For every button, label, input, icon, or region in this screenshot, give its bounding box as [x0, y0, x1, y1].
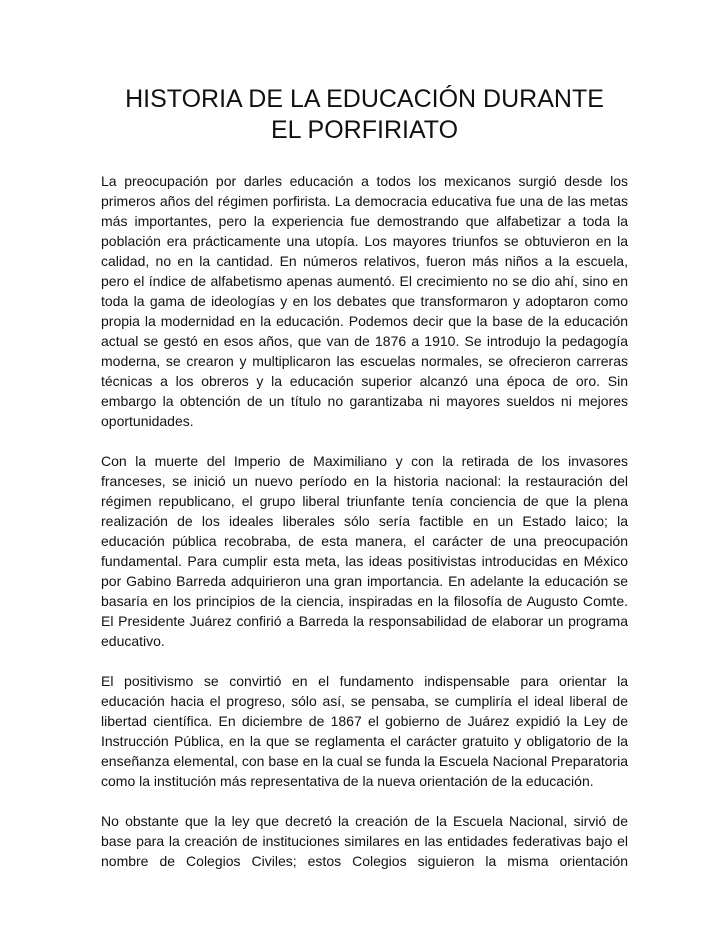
document-title	[101, 84, 628, 146]
paragraph-4: No obstante que la ley que decretó la creación de la Escuela Nacional, sirvió de base para la creación de instituciones similares en las entidades federativas bajo el nombre de Colegios Civiles; estos Colegios siguieron la misma orientación	[101, 813, 628, 869]
title-line-1: HISTORIA DE LA EDUCACIÓN DURANTE	[125, 85, 604, 113]
paragraph-2: Con la muerte del Imperio de Maximiliano y con la retirada de los invasores franceses, se inició un nuevo período en la historia nacional: la restauración del régimen republicano, el grupo liberal triunfante tenía conciencia de que la plena realización de los ideales liberales sólo sería factible en un Estado laico; la educación pública recobraba, de esta manera, el carácter de una preocupación fundamental. Para cumplir esta meta, las ideas positivistas introducidas en México por Gabino Barreda adquirieron una gran importancia. En adelante la educación se basaría en los principios de la ciencia, inspiradas en la filosofía de Augusto Comte. El Presidente Juárez confirió a Barreda la responsabilidad de elaborar un programa educativo.	[101, 453, 628, 649]
document-page	[101, 84, 628, 871]
paragraph-1: La preocupación por darles educación a todos los mexicanos surgió desde los primeros años del régimen porfirista. La democracia educativa fue una de las metas más importantes, pero la experiencia fue demostrando que alfabetizar a toda la población era prácticamente una utopía. Los mayores triunfos se obtuvieron en la calidad, no en la cantidad. En números relativos, fueron más niños a la escuela, pero el índice de alfabetismo apenas aumentó. El crecimiento no se dio ahí, sino en toda la gama de ideologías y en los debates que transformaron y adoptaron como propia la modernidad en la educación. Podemos decir que la base de la educación actual se gestó en esos años, que van de 1876 a 1910. Se introdujo la pedagogía moderna, se crearon y multiplicaron las escuelas normales, se ofrecieron carreras técnicas a los obreros y la educación superior alcanzó una época de oro. Sin embargo la obtención de un título no garantizaba ni mayores sueldos ni mejores oportunidades.	[101, 173, 628, 429]
title-line-2: EL PORFIRIATO	[270, 116, 459, 144]
paragraph-3: El positivismo se convirtió en el fundamento indispensable para orientar la educación hacia el progreso, sólo así, se pensaba, se cumpliría el ideal liberal de libertad científica. En diciembre de 1867 el gobierno de Juárez expidió la Ley de Instrucción Pública, en la que se reglamenta el carácter gratuito y obligatorio de la enseñanza elemental, con base en la cual se funda la Escuela Nacional Preparatoria como la institución más representativa de la nueva orientación de la educación.	[101, 673, 628, 789]
